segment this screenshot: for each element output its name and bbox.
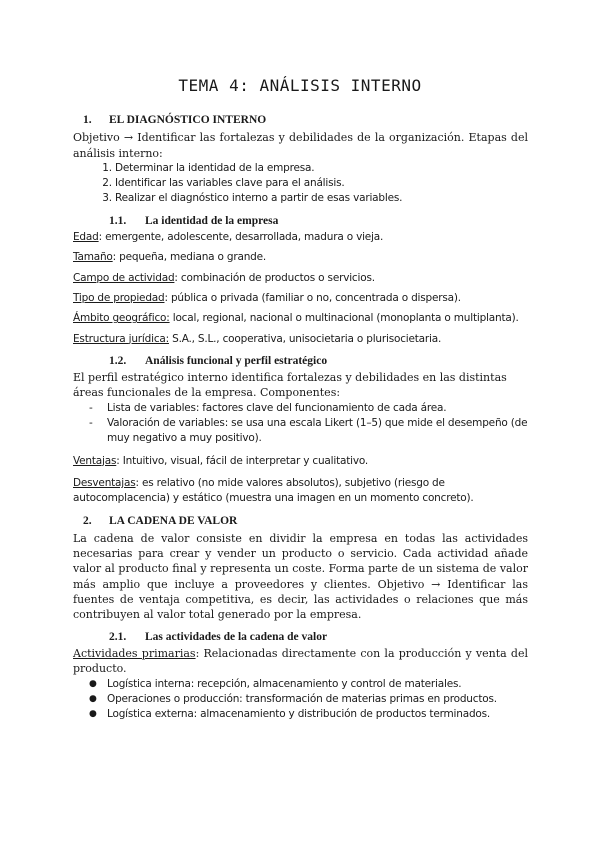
item-sep: : — [174, 271, 178, 284]
list-item — [73, 401, 528, 416]
subsection-title: Análisis funcional y perfil estratégico — [145, 354, 328, 367]
ventajas-text: : Intuitivo, visual, fácil de interpretar y cualitativo. — [116, 454, 369, 467]
desventajas-text: : es relativo (no mide valores absolutos), subjetivo (riesgo de autocomplacencia) y estático (muestra una imagen en un momento concreto). — [73, 476, 474, 505]
identity-item-propiedad — [73, 291, 528, 306]
dash-marker: - — [89, 417, 93, 430]
ventajas-line — [73, 454, 528, 469]
item-sep: : — [98, 231, 102, 244]
primary-activities-text: : Relacionadas directamente con la producción y venta del producto. — [73, 646, 528, 676]
item-text: emergente, adolescente, desarrollada, madura o vieja. — [101, 231, 384, 244]
identity-item-edad — [73, 230, 528, 245]
list-item-text: Logística interna: recepción, almacenamiento y control de materiales. — [107, 677, 462, 690]
list-item-text: Logística externa: almacenamiento y distribución de productos terminados. — [107, 708, 491, 721]
item-label: Tamaño — [73, 251, 113, 264]
item-label: Campo de actividad — [73, 271, 175, 284]
ventajas-label: Ventajas — [73, 454, 117, 467]
bullet-icon: ● — [89, 678, 97, 689]
primary-activities-list — [73, 677, 528, 723]
list-item — [73, 416, 528, 447]
section-title: EL DIAGNÓSTICO INTERNO — [109, 114, 267, 126]
section-2-heading — [73, 514, 528, 529]
list-item-text: Operaciones o producción: transformación de materias primas en productos. — [107, 692, 497, 705]
list-item: 1. Determinar la identidad de la empresa. — [115, 161, 528, 176]
section-1-intro: Objetivo → Identificar las fortalezas y debilidades de la organización. Etapas del análisis interno: — [73, 131, 528, 160]
subsection-number: 1.1. — [109, 214, 127, 227]
identity-item-estructura — [73, 332, 528, 347]
primary-activities-line — [73, 646, 528, 677]
primary-activities-label: Actividades primarias — [73, 646, 196, 660]
subsection-1-2-heading — [73, 354, 528, 369]
section-number: 2. — [83, 514, 92, 527]
item-text: pequeña, mediana o grande. — [116, 251, 267, 264]
item-label: Ámbito geográfico: — [73, 312, 170, 325]
page-title: TEMA 4: ANÁLISIS INTERNO — [178, 76, 422, 95]
item-text: local, regional, nacional o multinacional (monoplanta o multiplanta). — [169, 312, 519, 325]
subsection-title: Las actividades de la cadena de valor — [145, 630, 328, 643]
document-body — [73, 113, 528, 722]
item-sep: : — [164, 291, 168, 304]
profile-intro: El perfil estratégico interno identifica fortalezas y debilidades en las distintas áreas funcionales de la empresa. Componentes: — [73, 371, 507, 400]
list-item: 2. Identificar las variables clave para el análisis. — [115, 176, 528, 191]
item-text: combinación de productos o servicios. — [177, 271, 375, 284]
list-item-text: Lista de variables: factores clave del funcionamiento de cada área. — [107, 401, 447, 414]
item-label: Edad — [73, 231, 99, 244]
components-list — [73, 401, 528, 447]
desventajas-line — [73, 476, 528, 507]
subsection-number: 1.2. — [109, 354, 127, 367]
item-text: S.A., S.L., cooperativa, unisocietaria o plurisocietaria. — [168, 332, 442, 345]
list-item — [73, 692, 528, 707]
analysis-steps-list — [73, 161, 528, 207]
subsection-1-1-heading — [73, 214, 528, 229]
subsection-number: 2.1. — [109, 630, 127, 643]
desventajas-label: Desventajas — [73, 476, 136, 489]
list-item-text: Valoración de variables: se usa una escala Likert (1–5) que mide el desempeño (de muy negativo a muy positivo). — [107, 417, 528, 445]
identity-item-ambito — [73, 311, 528, 326]
item-sep: : — [112, 251, 116, 264]
subsection-2-1-heading — [73, 630, 528, 645]
list-item: 3. Realizar el diagnóstico interno a partir de esas variables. — [115, 191, 528, 206]
list-item — [73, 707, 528, 722]
subsection-title: La identidad de la empresa — [145, 214, 279, 227]
value-chain-paragraph: La cadena de valor consiste en dividir la empresa en todas las actividades necesarias para crear y vender un producto o servicio. Cada actividad añade valor al producto final y representa un coste. Forma parte de un sistema de valor más amplio que incluye a proveedores y clientes. Objetivo → Identificar las fuentes de ventaja competitiva, es decir, las actividades o relaciones que más contribuyen al valor total generado por la empresa. — [73, 531, 528, 622]
section-1-heading — [73, 113, 528, 128]
item-label: Tipo de propiedad — [73, 291, 165, 304]
item-text: pública o privada (familiar o no, concentrada o dispersa). — [167, 291, 461, 304]
identity-item-campo — [73, 271, 528, 286]
bullet-icon: ● — [89, 693, 97, 704]
bullet-icon: ● — [89, 709, 97, 720]
list-item — [73, 677, 528, 692]
section-title: LA CADENA DE VALOR — [109, 514, 238, 527]
section-number: 1. — [83, 114, 92, 126]
identity-item-tamano — [73, 250, 528, 265]
dash-marker: - — [89, 401, 93, 414]
item-label: Estructura jurídica: — [73, 332, 169, 345]
